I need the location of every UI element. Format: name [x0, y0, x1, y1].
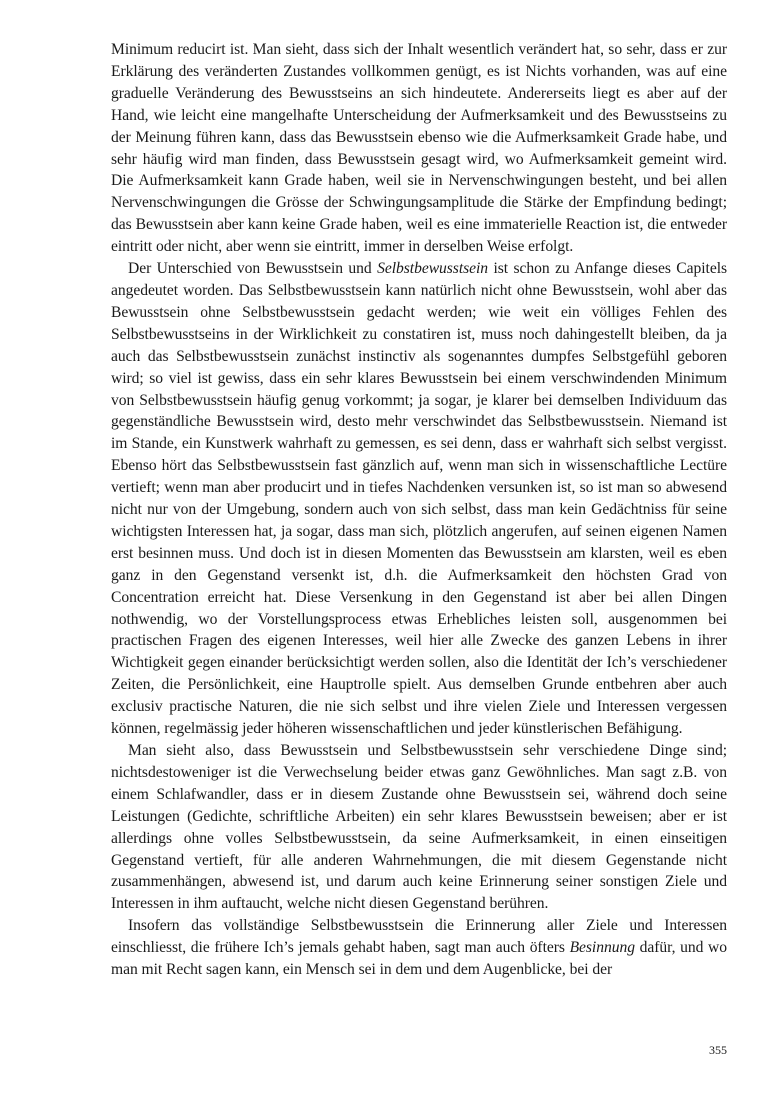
paragraph-4-text-a: Insofern das vollständige Selbstbewusstsein die Erinnerung aller Ziele und Interessen einschliesst, die frühere Ich’s jemals gehabt haben, sagt man auch öfters [111, 917, 727, 957]
paragraph-4-text-b: dafür, und wo man mit Recht sagen kann, ein Mensch sei in dem und dem Augenblicke, bei der [111, 939, 727, 979]
page-body [111, 39, 727, 981]
paragraph-4-emphasis-besinnung: Besinnung [569, 939, 635, 957]
paragraph-2-text-b: ist schon zu Anfange dieses Capitels angedeutet worden. Das Selbstbewusstsein kann natürlich nicht ohne Bewusstsein, wohl aber das Bewusstsein ohne Selbstbewusstsein gedacht werden; wie weit ein völliges Fehlen des Selbstbewusstseins in der Wirklichkeit zu constatiren ist, muss noch dahingestellt bleiben, da ja auch das Selbstbewusstsein zunächst instinctiv als sogenanntes dumpfes Selbstgefühl geboren wird; so viel ist gewiss, dass ein sehr klares Bewusstsein bei einem verschwindenden Minimum von Selbstbewusstsein häufig genug vorkommt; ja sogar, je klarer bei demselben Individuum das gegenständliche Bewusstsein wird, desto mehr verschwindet das Selbstbewusstsein. Niemand ist im Stande, ein Kunstwerk wahrhaft zu gemessen, es sei denn, dass er wahrhaft sich selbst vergisst. Ebenso hört das Selbstbewusstsein fast gänzlich auf, wenn man sich in wissenschaftliche Lectüre vertieft; wenn man aber producirt und in tiefes Nachdenken versunken ist, so ist man so abwesend nicht nur von der Umgebung, sondern auch von sich selbst, dass man kein Gedächtniss für seine wichtigsten Interessen hat, ja sogar, dass man sich, plötzlich angerufen, auf seinen eigenen Namen erst besinnen muss. Und doch ist in diesen Momenten das Bewusstsein am klarsten, weil es eben ganz in den Gegenstand versenkt ist, d.h. die Aufmerksamkeit den höchsten Grad von Concentration erreicht hat. Diese Versenkung in den Gegenstand ist aber bei allen Dingen nothwendig, wo der Vorstellungsprocess etwas Erhebliches leisten soll, ausgenommen bei practischen Fragen des eigenen Interesses, weil hier alle Zwecke des ganzen Lebens in ihrer Wichtigkeit gegen einander berücksichtigt werden sollen, also die Identität der Ich’s verschiedener Zeiten, die Persönlichkeit, eine Hauptrolle spielt. Aus demselben Grunde entbehren aber auch exclusiv practische Naturen, die nie sich selbst und ihre vielen Ziele und Interessen vergessen können, regelmässig jeder höheren wissenschaftlichen und jeder künstlerischen Befähigung. [111, 260, 727, 738]
paragraph-2 [111, 258, 727, 740]
page-number: 355 [709, 1043, 727, 1057]
paragraph-2-emphasis-selbstbewusstsein: Selbstbewusstsein [377, 260, 489, 278]
paragraph-2-text-a: Der Unterschied von Bewusstsein und [128, 260, 378, 278]
paragraph-3-text: Man sieht also, dass Bewusstsein und Selbstbewusstsein sehr verschiedene Dinge sind; nichtsdestoweniger ist die Verwechselung beider etwas ganz Gewöhnliches. Man sagt z.B. von einem Schlafwandler, dass er in diesem Zustande ohne Bewusstsein sei, während doch seine Leistungen (Gedichte, schriftliche Arbeiten) ein sehr klares Bewusstsein beweisen; aber er ist allerdings ohne volles Selbstbewusstsein, da seine Aufmerksamkeit, in einen einseitigen Gegenstand vertieft, für alle anderen Wahrnehmungen, die mit diesem Gegenstande nicht zusammenhängen, abwesend ist, und darum auch keine Erinnerung seiner sonstigen Ziele und Interessen in ihm auftaucht, welche nicht diesen Gegenstand berühren. [111, 742, 727, 913]
paragraph-3 [111, 740, 727, 915]
paragraph-1-text: Minimum reducirt ist. Man sieht, dass sich der Inhalt wesentlich verändert hat, so sehr, dass er zur Erklärung des veränderten Zustandes vollkommen genügt, es ist Nichts vorhanden, was auf eine graduelle Veränderung des Bewusstseins an sich hindeutete. Andererseits liegt es aber auf der Hand, wie leicht eine mangelhafte Unterscheidung der Aufmerksamkeit und des Bewusstseins zu der Meinung führen kann, dass das Bewusstsein ebenso wie die Aufmerksamkeit Grade habe, und sehr häufig wird man finden, dass Bewusstsein gesagt wird, wo Aufmerksamkeit gemeint wird. Die Aufmerksamkeit kann Grade haben, weil sie in Nervenschwingungen besteht, und bei allen Nervenschwingungen die Grösse der Schwingungsamplitude die Stärke der Empfindung bedingt; das Bewusstsein aber kann keine Grade haben, weil es eine immaterielle Reaction ist, die entweder eintritt oder nicht, aber wenn sie eintritt, immer in derselben Weise erfolgt. [111, 41, 727, 256]
paragraph-1 [111, 39, 727, 258]
paragraph-4 [111, 915, 727, 981]
